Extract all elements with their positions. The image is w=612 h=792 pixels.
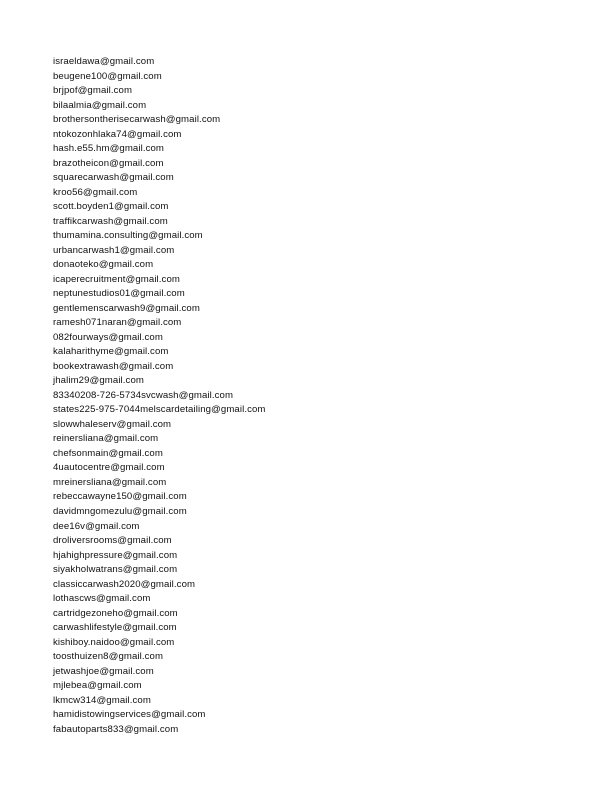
email-item: urbancarwash1@gmail.com [53, 244, 175, 256]
email-item: bookextrawash@gmail.com [53, 360, 174, 372]
email-item: davidmngomezulu@gmail.com [53, 505, 187, 517]
email-item: squarecarwash@gmail.com [53, 172, 174, 184]
email-item: lkmcw314@gmail.com [53, 694, 151, 706]
email-item: fabautoparts833@gmail.com [53, 723, 179, 735]
email-item: toosthuizen8@gmail.com [53, 651, 164, 663]
email-item: brjpof@gmail.com [53, 85, 133, 97]
email-list [53, 55, 266, 737]
email-item: thumamina.consulting@gmail.com [53, 230, 203, 242]
email-item: hjahighpressure@gmail.com [53, 549, 178, 561]
email-item: kishiboy.naidoo@gmail.com [53, 636, 175, 648]
email-item: 83340208-726-5734svcwash@gmail.com [53, 389, 234, 401]
email-item: hamidistowingservices@gmail.com [53, 709, 206, 721]
email-item: rebeccawayne150@gmail.com [53, 491, 187, 503]
email-item: mreinersliana@gmail.com [53, 476, 167, 488]
email-item: reinersliana@gmail.com [53, 433, 159, 445]
email-item: kroo56@gmail.com [53, 186, 138, 198]
email-item: israeldawa@gmail.com [53, 56, 155, 67]
email-item: brothersontherisecarwash@gmail.com [53, 114, 221, 126]
email-item: jetwashjoe@gmail.com [53, 665, 154, 677]
email-item: droliversrooms@gmail.com [53, 535, 172, 547]
email-item: icaperecruitment@gmail.com [53, 273, 180, 285]
email-item: slowwhaleserv@gmail.com [53, 418, 172, 430]
email-item: dee16v@gmail.com [53, 520, 140, 532]
email-item: scott.boyden1@gmail.com [53, 201, 169, 213]
email-item: donaoteko@gmail.com [53, 259, 154, 271]
email-item: classiccarwash2020@gmail.com [53, 578, 196, 590]
email-item: 082fourways@gmail.com [53, 331, 163, 343]
email-item: siyakholwatrans@gmail.com [53, 564, 178, 576]
email-item: bilaalmia@gmail.com [53, 99, 147, 111]
email-item: states225-975-7044melscardetailing@gmail.com [53, 404, 266, 416]
email-item: ntokozonhlaka74@gmail.com [53, 128, 182, 140]
email-item: lothascws@gmail.com [53, 593, 151, 605]
email-item: hash.e55.hm@gmail.com [53, 143, 165, 155]
email-item: cartridgezoneho@gmail.com [53, 607, 178, 619]
email-item: carwashlifestyle@gmail.com [53, 622, 177, 634]
email-item: brazotheicon@gmail.com [53, 157, 164, 169]
email-item: chefsonmain@gmail.com [53, 447, 163, 459]
email-item: neptunestudios01@gmail.com [53, 288, 185, 300]
email-item: mjlebea@gmail.com [53, 680, 142, 692]
email-item: ramesh071naran@gmail.com [53, 317, 182, 329]
email-item: kalaharithyme@gmail.com [53, 346, 169, 358]
email-item: jhalim29@gmail.com [53, 375, 144, 387]
email-item: gentlemenscarwash9@gmail.com [53, 302, 200, 314]
email-item: traffikcarwash@gmail.com [53, 215, 168, 227]
email-item: 4uautocentre@gmail.com [53, 462, 165, 474]
email-item: beugene100@gmail.com [53, 70, 162, 82]
